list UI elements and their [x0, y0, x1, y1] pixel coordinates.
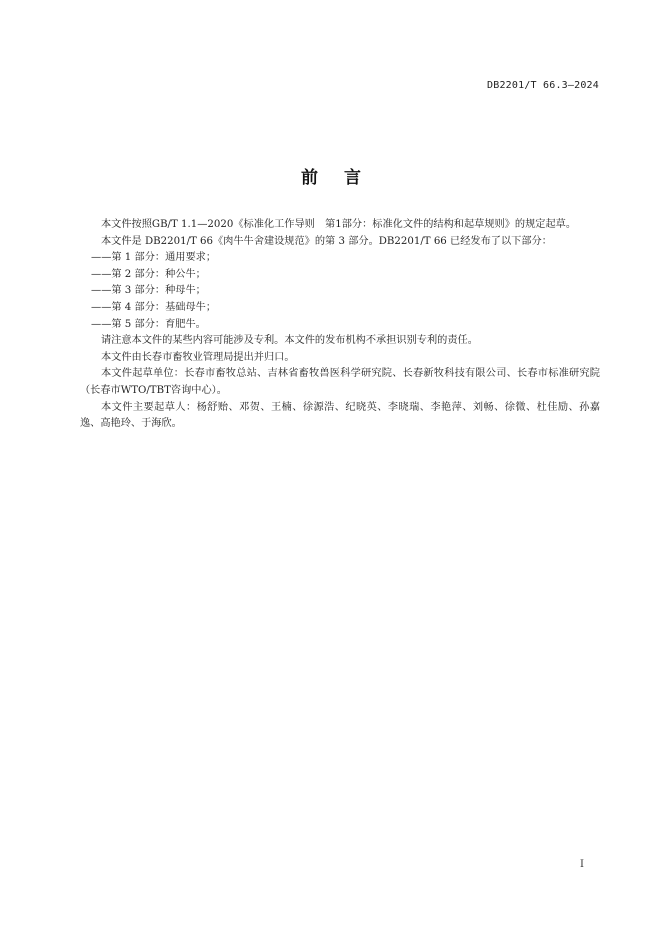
foreword-body	[80, 217, 600, 433]
part-item-2: ——第 2 部分：种公牛；	[91, 268, 206, 280]
part-item-5: ——第 5 部分：育肥牛。	[91, 318, 206, 330]
title-char-1: 前	[301, 168, 318, 188]
paragraph-drafting-units: 本文件起草单位：长春市畜牧总站、吉林省畜牧兽医科学研究院、长春新牧科技有限公司、长春市标准研究院（长春市WTO/TBT咨询中心）。	[80, 368, 600, 396]
page-number: I	[580, 859, 584, 870]
title-char-2: 言	[344, 168, 361, 188]
document-code: DB2201/T 66.3—2024	[487, 80, 599, 91]
paragraph-series: 本文件是 DB2201/T 66《肉牛牛舍建设规范》的第 3 部分。DB2201/T 66 已经发布了以下部分：	[101, 235, 552, 247]
page-title	[0, 163, 662, 188]
paragraph-patent: 请注意本文件的某些内容可能涉及专利。本文件的发布机构不承担识别专利的责任。	[101, 335, 478, 347]
part-item-1: ——第 1 部分：通用要求；	[91, 252, 217, 264]
paragraph-proposer: 本文件由长春市畜牧业管理局提出并归口。	[101, 351, 295, 363]
paragraph-basis: 本文件按照GB/T 1.1—2020《标准化工作导则 第1部分：标准化文件的结构和起草规则》的规定起草。	[101, 219, 577, 230]
part-item-3: ——第 3 部分：种母牛；	[91, 285, 206, 297]
paragraph-drafters: 本文件主要起草人：杨舒贻、邓贺、王楠、徐源浩、纪晓英、李晓瑞、李艳萍、刘畅、徐微、杜佳励、孙嘉逸、高艳玲、于海欣。	[80, 401, 600, 430]
part-item-4: ——第 4 部分：基础母牛；	[91, 301, 217, 313]
